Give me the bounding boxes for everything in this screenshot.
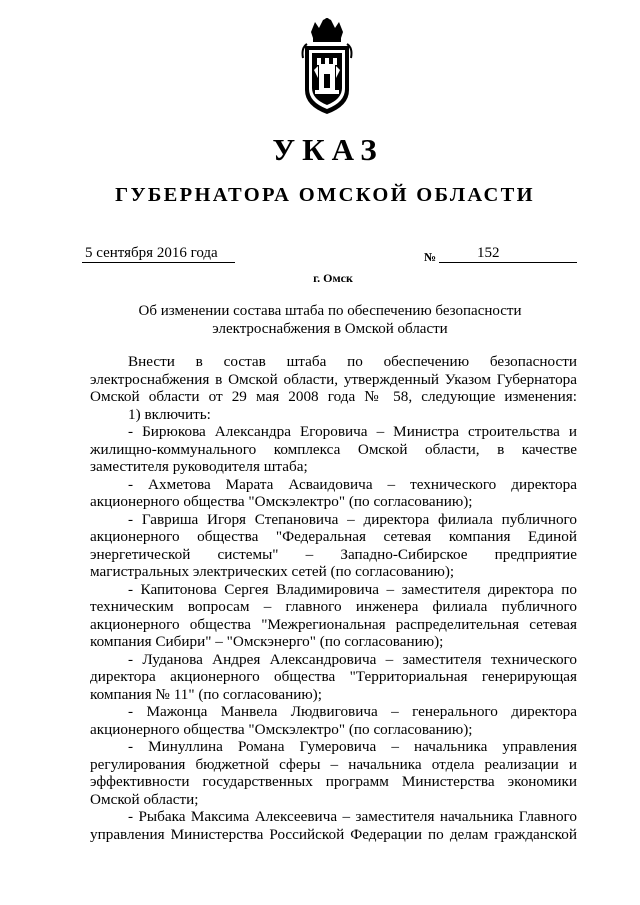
document-type-title: УКАЗ bbox=[272, 132, 384, 167]
body-line: заместителя руководителя штаба; bbox=[90, 458, 308, 475]
body-line: - Капитонова Сергея Владимировича – заместителя директора по bbox=[128, 580, 577, 598]
body-line: электроснабжения в Омской области, утвержденный Указом Губернатора bbox=[90, 370, 577, 388]
body-line: акционерного общества "Омскэлектро" (по согласованию); bbox=[90, 720, 473, 738]
body-line: - Мажонца Манвела Людвиговича – генерального директора bbox=[128, 703, 577, 720]
body-line: акционерного общества "Федеральная сетевая компания Единой bbox=[90, 528, 577, 545]
body-line: - Гавриша Игоря Степановича – директора филиала публичного bbox=[128, 510, 577, 528]
body-line: регулирования бюджетной сферы – начальника отдела реализации и bbox=[90, 755, 577, 773]
body-line: жилищно-коммунального комплекса Омской области, в качестве bbox=[90, 440, 577, 458]
body-line: акционерного общества "Межрегиональная распределительная сетевая bbox=[90, 615, 577, 633]
body-line: компания Сибири" – "Омскэнерго" (по согласованию); bbox=[90, 633, 444, 650]
body-line: - Ахметова Марата Асваидовича – технического директора bbox=[128, 475, 577, 493]
body-line: - Луданова Андрея Александровича – заместителя технического bbox=[128, 650, 577, 668]
body-line: акционерного общества "Омскэлектро" (по согласованию); bbox=[90, 493, 473, 510]
document-number: 152 bbox=[439, 244, 577, 263]
body-line: управления Министерства Российской Федерации по делам гражданской bbox=[90, 825, 577, 843]
coat-of-arms-emblem bbox=[297, 18, 357, 116]
document-date: 5 сентября 2016 года bbox=[82, 244, 235, 263]
body-line: - Минуллина Романа Гумеровича – начальника управления bbox=[128, 738, 577, 755]
body-line: магистральных электрических сетей (по согласованию); bbox=[90, 563, 455, 580]
body-line: Омской области; bbox=[90, 790, 199, 808]
body-line: 1) включить: bbox=[128, 405, 211, 423]
document-subject bbox=[100, 303, 560, 338]
issue-city: г. Омск bbox=[313, 271, 353, 285]
subject-line: электроснабжения в Омской области bbox=[212, 320, 448, 337]
number-label: № bbox=[424, 250, 437, 264]
body-line: компания № 11" (по согласованию); bbox=[90, 685, 322, 703]
body-line: энергетической системы" – Западно-Сибирское предприятие bbox=[90, 545, 577, 563]
body-line: - Бирюкова Александра Егоровича – Министра строительства и bbox=[128, 423, 577, 440]
issuer-title: ГУБЕРНАТОРА ОМСКОЙ ОБЛАСТИ bbox=[115, 184, 535, 206]
body-line: Внести в состав штаба по обеспечению безопасности bbox=[128, 353, 577, 370]
body-line: Омской области от 29 мая 2008 года № 58, следующие изменения: bbox=[90, 388, 577, 405]
document-body bbox=[90, 353, 577, 843]
subject-line: Об изменении состава штаба по обеспечению безопасности bbox=[138, 303, 522, 319]
body-line: директора акционерного общества "Территориальная генерирующая bbox=[90, 668, 577, 685]
body-line: эффективности государственных программ Министерства экономики bbox=[90, 773, 577, 790]
body-line: - Рыбака Максима Алексеевича – заместителя начальника Главного bbox=[128, 808, 577, 825]
body-line: техническим вопросам – главного инженера филиала публичного bbox=[90, 598, 577, 615]
